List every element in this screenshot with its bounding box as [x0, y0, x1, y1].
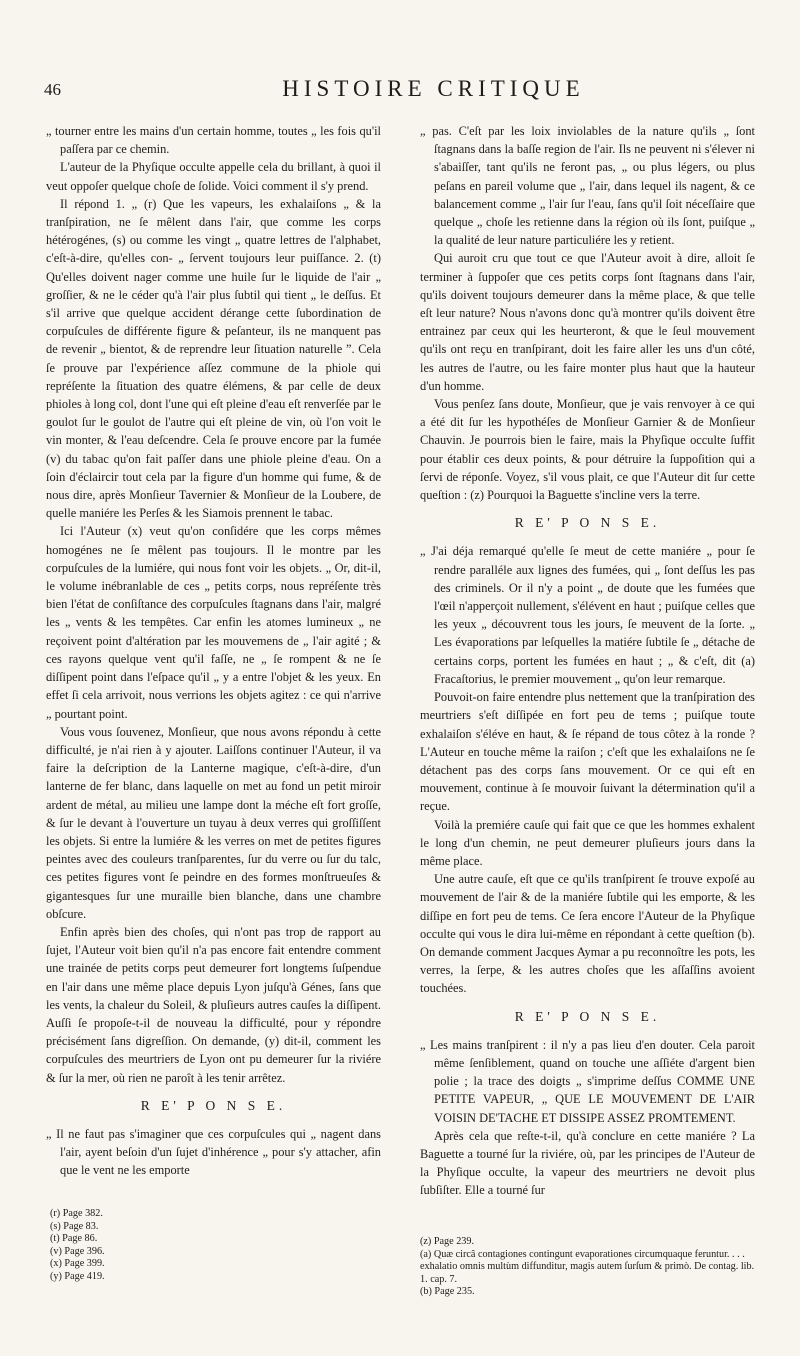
footnote: (r) Page 382. [50, 1208, 103, 1219]
paragraph: „ tourner entre les mains d'un certain homme, toutes „ les fois qu'il paſſera par ce chemin. [46, 124, 381, 157]
paragraph: Une autre cauſe, eſt que ce qu'ils tranſpirent ſe trouve expoſé au mouvement de l'air & de la maniére ſubtile qui les emporte, & les diſſipe en fort peu de tems. Ce ſera encore l'Auteur de la Phyſique occulte qui vous le dira lui-même en répondant à cette queſtion (b). On demande comment Jacques Aymar a pu reconnoître les pots, les verres, la ſerpe, & les autres choſes que les aſſaſſins avoient touchées. [420, 872, 755, 996]
paragraph: Vous vous ſouvenez, Monſieur, que nous avons répondu à cette difficulté, je n'ai rien à y ajouter. Laiſſons continuer l'Auteur, il va faire la deſcription de la Lanterne magique, c'eſt-à-dire, d'un lanterne de fer blanc, dans laquelle on met au fond un petit miroir ardent de métal, au milieu une lampe dont la méche eſt fort groſſe, & ſur le devant à l'ouverture un tuyau à deux verres qui groſſiſſent les objets. Si entre la lumiére & les verres on met de petites figures peintes avec des couleurs tranſparentes, ſur du verre ou ſur du talc, ces petites figures vont ſe peindre en des formes monſtrueuſes & gigantesques ſur une muraille bien blanche, dans une chambre obſcure. [46, 724, 381, 921]
paragraph: Ici l'Auteur (x) veut qu'on conſidére que les corps mêmes homogénes ne ſe mêlent pas toujours. Il le montre par les corpuſcules de la lumiére, qui nous font voir les objets. „ Or, dit-il, le volume inébranlable de ces „ petits corps, nous repréſente très bien l'état de conſiſtance des corpuſcules ſtagnans dans l'air, malgré les „ vents & les tempêtes. Car enfin les atomes lumineux „ ne reçoivent point d'altération par les mouvemens de „ l'air agité ; & ces rayons quelque vent qu'il faſſe, ne „ ſe rompent & ne ſe diſſipent point dans l'eſpace qu'il „ y a entre l'objet & les yeux. En effet ſi cela arrivoit, nous verrions les objets agitez : ce qui n'arrive „ pourtant point. [46, 524, 381, 721]
paragraph: Enfin après bien des choſes, qui n'ont pas trop de rapport au ſujet, l'Auteur voit bien qu'il n'a pas encore fait entendre comment une trainée de petits corps peut demeurer fort longtems ſuſpendue en l'air dans une même place depuis Lyon juſqu'à Génes, ſans que les vents, la chaleur du Soleil, & pluſieurs autres cauſes la diſſipent. Auſſi ſe propoſe-t-il de nouveau la difficulté, pour y répondre précisément ſans digreſſion. On demande, (y) dit-il, comment les corpuſcules des meurtriers de Lyon ont pu demeurer ſur la riviére & ſur la mer, où rien ne paroît à les tenir arrêtez. [46, 924, 381, 1085]
section-heading: R E' P O N S E. [514, 1008, 661, 1024]
paragraph: Qui auroit cru que tout ce que l'Auteur avoit à dire, alloit ſe terminer à ſuppoſer que ces petits corps ſont ſtagnans dans l'air, qu'ils doivent toujours demeurer dans la même place, & que telle eſt leur nature? Nous n'avons donc qu'à montrer qu'ils doivent être entrainez par ceux qui les heurteront, & que le ſeul mouvement qu'ils ont reçu en tranſpirant, doit les faire aller les uns d'un côté, les autres de l'autre, ou les faire monter plus haut que la hauteur d'un homme. [420, 251, 755, 393]
footnotes-left [50, 1208, 250, 1284]
running-head: HISTOIRE CRITIQUE [282, 76, 585, 101]
paragraph: Après cela que reſte-t-il, qu'à conclure en cette maniére ? La Baguette a tourné ſur la riviére, où, par les principes de l'Auteur de la Phyſique occulte, la vapeur des meurtriers ne devoit plus ſubſiſter. Elle a tourné ſur [420, 1128, 755, 1198]
footnote: (v) Page 396. [50, 1245, 105, 1257]
paragraph: L'auteur de la Phyſique occulte appelle cela du brillant, à quoi il veut oppoſer quelque choſe de ſolide. Voici comment il s'y prend. [46, 160, 381, 193]
paragraph: Vous penſez ſans doute, Monſieur, que je vais renvoyer à ce qui a été dit ſur les hypothéſes de Monſieur Garnier & de Monſieur Chauvin. Je pourrois bien le faire, mais la Phyſique occulte ſuffit pour établir ces deux points, & pour détruire la ſuppoſition qui a ſervi de réponſe. Voyez, s'il vous plait, ce que l'Auteur dit ſur cette queſtion : (z) Pourquoi la Baguette s'incline vers la terre. [420, 397, 755, 503]
footnote: (x) Page 399. [50, 1258, 105, 1270]
footnote: (y) Page 419. [50, 1270, 105, 1282]
footnote: (s) Page 83. [50, 1220, 99, 1232]
paragraph: Voilà la premiére cauſe qui fait que ce que les hommes exhalent le long d'un chemin, ne peut demeurer pluſieurs jours dans la même place. [420, 817, 755, 868]
footnote: (b) Page 235. [420, 1286, 475, 1298]
paragraph: Pouvoit-on faire entendre plus nettement que la tranſpiration des meurtriers s'eſt diſſipée en fort peu de tems ; puiſque toute exhalaiſon s'éléve en haut, & ſe répand de tous côtez à la ronde ? L'Auteur en touche même la raiſon ; c'eſt que les exhalaiſons ne ſe détachent pas des corps ſans mouvement. Or ce qui eſt en mouvement, continue à ſe mouvoir ſuivant la détermination qu'il a reçue. [420, 690, 755, 814]
paragraph: „ pas. C'eſt par les loix inviolables de la nature qu'ils „ ſont ſtagnans dans la baſſe region de l'air. Ils ne peuvent ni s'élever ni s'abaiſſer, tant qu'ils ne feront pas, „ ou plus légers, ou plus peſans en pareil volume que „ l'air, dans lequel ils nagent, & ce balancement comme „ l'air ſur l'eau, ſans qu'il ſoit néceſſaire que quelque „ choſe les retienne dans la région où ils ſont, puiſque „ la qualité de leur nature particuliére les y retient. [420, 124, 755, 248]
left-column [46, 122, 381, 1180]
footnote: (a) Quæ circâ contagiones contingunt evaporationes circumquaque feruntur. . . . exhalatio omnis multùm diffunditur, magis autem ſurſum & primò. De contag. lib. 1. cap. 7. [420, 1248, 755, 1285]
footnote: (t) Page 86. [50, 1233, 98, 1245]
paragraph: Il répond 1. „ (r) Que les vapeurs, les exhalaiſons „ & la tranſpiration, ne ſe mêlent dans l'air, que comme les corps hétérogénes, (s) ou comme les vingt „ quatre lettres de l'alphabet, c'eſt-à-dire, qu'elles con- „ ſervent toujours leur puiſſance. 2. (t) Qu'elles doivent nager comme une huile ſur le liquide de l'air „ groſſier, & ne le céder qu'à l'air plus ſubtil qui tient „ le deſſus. Et s'il arrive que quelque accident dérange cette ſubordination de corpuſcules de différente figure & peſanteur, ils ne manquent pas de revenir „ bientot, & de reprendre leur ſituation naturelle ”. Cela ſe prouve par l'expérience aſſez commune de la phiole qui repréſente la ſituation des quatre élémens, & par celle de deux phioles à long col, dont l'une qui eſt pleine d'eau eſt renverſée par le goulot ſur le goulot de l'autre qui eſt pleine de vin, où l'on voit le vin monter, & l'eau deſcendre. Cela ſe prouve encore par la fumée (v) du tabac qu'on fait paſſer dans une phiole pleine d'eau. On a ſoin d'éclaircir tout cela par la figure d'un homme qui fume, & de nous dire, après Monſieur Tavernier & Monſieur de la Loubere, de quelle maniére les Perſes & les Siamois prennent le tabac. [46, 196, 381, 521]
paragraph: „ Il ne faut pas s'imaginer que ces corpuſcules qui „ nagent dans l'air, ayent beſoin d'un ſujet d'inhérence „ pour s'y attacher, afin que le vent ne les emporte [46, 1126, 381, 1178]
section-heading: R E' P O N S E. [514, 515, 661, 531]
footnote: (z) Page 239. [420, 1236, 475, 1247]
paragraph: „ Les mains tranſpirent : il n'y a pas lieu d'en douter. Cela paroit même ſenſiblement, quand on touche une aſſiéte d'argent bien polie ; la trace des doigts „ s'imprime deſſus COMME UNE PETITE VAPEUR, „ QUE LE MOUVEMENT DE L'AIR VOISIN DE'TACHE ET DISSIPE ASSEZ PROMTEMENT. [420, 1037, 755, 1125]
section-heading: R E' P O N S E. [140, 1097, 287, 1113]
page-number: 46 [44, 80, 61, 99]
footnotes-right [420, 1236, 760, 1299]
right-column [420, 122, 755, 1200]
paragraph: „ J'ai déja remarqué qu'elle ſe meut de cette maniére „ pour ſe rendre paralléle aux lignes des fumées, qui „ ſont deſſus les pas des criminels. Or il n'y a point „ de doute que les fumées que l'œil n'apperçoit nullement, s'élévent en haut ; puiſque celles que les yeux „ découvrent tous les jours, ſe meuvent de la ſorte. „ Les évaporations par leſquelles la matiére ſubtile ſe „ détache de certains corps, portent les fumées en haut ; „ & c'eſt, dit (a) Fracaſtorius, le premier mouvement „ qu'on leur remarque. [420, 544, 755, 686]
